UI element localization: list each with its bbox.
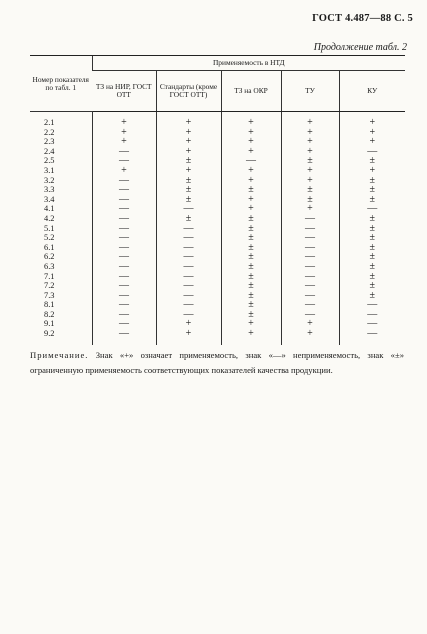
applicability-cell: — [281, 243, 339, 253]
applicability-cell: ± [339, 156, 405, 166]
applicability-cell: ± [339, 176, 405, 186]
table-row [30, 252, 405, 262]
applicability-cell: + [156, 319, 221, 329]
applicability-cell: — [339, 204, 405, 214]
applicability-cell: — [281, 281, 339, 291]
applicability-cell: — [92, 224, 156, 234]
applicability-cell: + [281, 319, 339, 329]
column-header: КУ [339, 71, 405, 112]
applicability-cell: + [221, 195, 281, 205]
row-number-cell: 8.2 [44, 309, 55, 319]
table-row [30, 300, 405, 310]
applicability-cell: ± [281, 195, 339, 205]
applicability-table [30, 55, 405, 345]
applicability-cell: — [281, 214, 339, 224]
applicability-cell: ± [221, 291, 281, 301]
applicability-cell: + [221, 176, 281, 186]
applicability-cell: — [92, 214, 156, 224]
applicability-cell: + [281, 176, 339, 186]
applicability-cell: — [156, 233, 221, 243]
table-row [30, 272, 405, 282]
applicability-cell: — [92, 329, 156, 345]
row-number-cell: 6.3 [44, 261, 55, 271]
table-row [30, 128, 405, 138]
applicability-cell: + [156, 166, 221, 176]
row-number-cell: 4.2 [44, 213, 55, 223]
table-row [30, 243, 405, 253]
applicability-cell: — [92, 281, 156, 291]
applicability-cell: — [339, 147, 405, 157]
applicability-cell: — [156, 262, 221, 272]
applicability-cell: + [156, 329, 221, 345]
applicability-cell: + [221, 319, 281, 329]
applicability-cell: — [156, 243, 221, 253]
table-row [30, 147, 405, 157]
column-header: Стандарты (кроме ГОСТ ОТТ) [156, 71, 221, 112]
applicability-cell: — [92, 272, 156, 282]
applicability-cell: ± [221, 233, 281, 243]
group-header: Применяемость в НТД [92, 56, 405, 71]
applicability-cell: ± [339, 252, 405, 262]
table-body [30, 112, 405, 345]
applicability-cell: ± [156, 156, 221, 166]
row-number-cell: 2.4 [44, 146, 55, 156]
row-number-cell: 2.1 [44, 118, 55, 127]
table-row [30, 185, 405, 195]
applicability-cell: + [156, 112, 221, 128]
applicability-cell: — [221, 156, 281, 166]
applicability-cell: ± [221, 185, 281, 195]
table-row [30, 137, 405, 147]
table-row [30, 262, 405, 272]
table-row [30, 281, 405, 291]
row-number-cell: 4.1 [44, 204, 55, 214]
applicability-cell: + [339, 128, 405, 138]
row-number-cell: 9.2 [44, 329, 55, 339]
applicability-cell: + [221, 128, 281, 138]
applicability-cell: + [156, 147, 221, 157]
applicability-cell: ± [221, 272, 281, 282]
applicability-cell: + [281, 128, 339, 138]
row-number-cell: 3.2 [44, 175, 55, 185]
applicability-cell: — [281, 300, 339, 310]
row-number-cell: 3.3 [44, 185, 55, 195]
applicability-cell: ± [339, 262, 405, 272]
applicability-cell: + [92, 137, 156, 147]
page-header: ГОСТ 4.487—88 С. 5 [312, 13, 413, 24]
applicability-cell: — [156, 204, 221, 214]
table-continuation-label: Продолжение табл. 2 [313, 42, 407, 53]
applicability-cell: ± [156, 176, 221, 186]
table-row [30, 156, 405, 166]
table-row [30, 329, 405, 345]
applicability-cell: + [281, 147, 339, 157]
row-number-cell: 7.3 [44, 290, 55, 300]
row-number-cell: 3.1 [44, 165, 55, 175]
applicability-cell: ± [221, 300, 281, 310]
applicability-cell: — [92, 262, 156, 272]
applicability-cell: + [221, 137, 281, 147]
applicability-cell: — [156, 252, 221, 262]
applicability-cell: ± [339, 243, 405, 253]
applicability-cell: ± [339, 195, 405, 205]
applicability-cell: — [281, 233, 339, 243]
row-number-cell: 2.5 [44, 156, 55, 166]
applicability-cell: + [221, 147, 281, 157]
applicability-cell: — [92, 156, 156, 166]
row-number-cell: 7.2 [44, 281, 55, 291]
table-row [30, 166, 405, 176]
row-number-cell: 8.1 [44, 300, 55, 310]
row-number-cell: 5.2 [44, 233, 55, 243]
column-header: ТЗ на НИР, ГОСТ ОТТ [92, 71, 156, 112]
row-number-cell: 5.1 [44, 223, 55, 233]
applicability-cell: — [339, 319, 405, 329]
applicability-cell: + [92, 166, 156, 176]
applicability-cell: — [92, 319, 156, 329]
applicability-cell: ± [156, 214, 221, 224]
row-number-cell: 2.2 [44, 127, 55, 137]
table-row [30, 176, 405, 186]
applicability-cell: ± [339, 281, 405, 291]
applicability-cell: ± [221, 243, 281, 253]
applicability-cell: + [221, 329, 281, 345]
applicability-cell: + [339, 112, 405, 128]
applicability-cell: + [92, 128, 156, 138]
applicability-cell: — [339, 310, 405, 320]
table-row [30, 233, 405, 243]
applicability-cell: ± [281, 185, 339, 195]
applicability-cell: — [281, 262, 339, 272]
applicability-cell: ± [221, 252, 281, 262]
applicability-cell: + [221, 166, 281, 176]
applicability-cell: + [156, 137, 221, 147]
applicability-cell: + [221, 112, 281, 128]
applicability-cell: + [281, 329, 339, 345]
applicability-cell: — [92, 291, 156, 301]
applicability-cell: — [156, 281, 221, 291]
row-number-cell: 6.2 [44, 252, 55, 262]
applicability-cell: — [92, 233, 156, 243]
applicability-cell: + [281, 112, 339, 128]
applicability-cell: — [339, 329, 405, 345]
applicability-cell: — [92, 195, 156, 205]
row-number-header: Номер показателя по табл. 1 [30, 56, 92, 112]
table-row [30, 310, 405, 320]
applicability-cell: — [92, 300, 156, 310]
applicability-cell: — [92, 204, 156, 214]
applicability-cell: ± [339, 214, 405, 224]
table-row [30, 112, 405, 128]
applicability-cell: — [156, 310, 221, 320]
table-row [30, 214, 405, 224]
table-header-row [30, 56, 405, 71]
applicability-cell: — [281, 252, 339, 262]
table-row [30, 204, 405, 214]
row-number-cell: 6.1 [44, 242, 55, 252]
applicability-cell: ± [281, 156, 339, 166]
applicability-cell: ± [221, 214, 281, 224]
applicability-cell: ± [339, 185, 405, 195]
applicability-cell: + [339, 166, 405, 176]
applicability-cell: — [156, 224, 221, 234]
applicability-cell: — [156, 300, 221, 310]
row-number-cell: 3.4 [44, 194, 55, 204]
applicability-cell: — [281, 224, 339, 234]
applicability-cell: — [156, 291, 221, 301]
row-number-cell: 2.3 [44, 137, 55, 147]
note-text: Знак «+» означает применяемость, знак «—» неприменяемость, знак «±» ограниченную применяемость соответствующих показателей качества продукции. [30, 350, 404, 375]
applicability-cell: — [92, 147, 156, 157]
applicability-cell: ± [339, 291, 405, 301]
note-lead: Примечание. [30, 350, 89, 360]
applicability-cell: + [281, 166, 339, 176]
applicability-cell: — [92, 310, 156, 320]
applicability-cell: ± [221, 310, 281, 320]
applicability-cell: ± [156, 185, 221, 195]
applicability-cell: — [281, 310, 339, 320]
applicability-cell: ± [221, 262, 281, 272]
applicability-cell: — [156, 272, 221, 282]
row-number-cell: 7.1 [44, 271, 55, 281]
applicability-cell: ± [221, 224, 281, 234]
column-header: ТУ [281, 71, 339, 112]
applicability-cell: — [92, 185, 156, 195]
table-row [30, 195, 405, 205]
table-row [30, 291, 405, 301]
applicability-cell: — [92, 252, 156, 262]
applicability-cell: ± [156, 195, 221, 205]
applicability-cell: — [92, 243, 156, 253]
row-number-cell: 9.1 [44, 319, 55, 329]
applicability-cell: + [281, 137, 339, 147]
column-header: ТЗ на ОКР [221, 71, 281, 112]
applicability-cell: — [281, 272, 339, 282]
applicability-cell: — [281, 291, 339, 301]
applicability-cell: + [281, 204, 339, 214]
applicability-cell: ± [339, 224, 405, 234]
footnote [30, 348, 404, 378]
applicability-cell: ± [339, 233, 405, 243]
applicability-cell: ± [339, 272, 405, 282]
table-row [30, 224, 405, 234]
applicability-cell: — [92, 176, 156, 186]
applicability-cell: ± [221, 281, 281, 291]
table-row [30, 319, 405, 329]
applicability-cell: + [339, 137, 405, 147]
applicability-cell: + [92, 112, 156, 128]
applicability-cell: — [339, 300, 405, 310]
applicability-cell: + [156, 128, 221, 138]
applicability-cell: + [221, 204, 281, 214]
